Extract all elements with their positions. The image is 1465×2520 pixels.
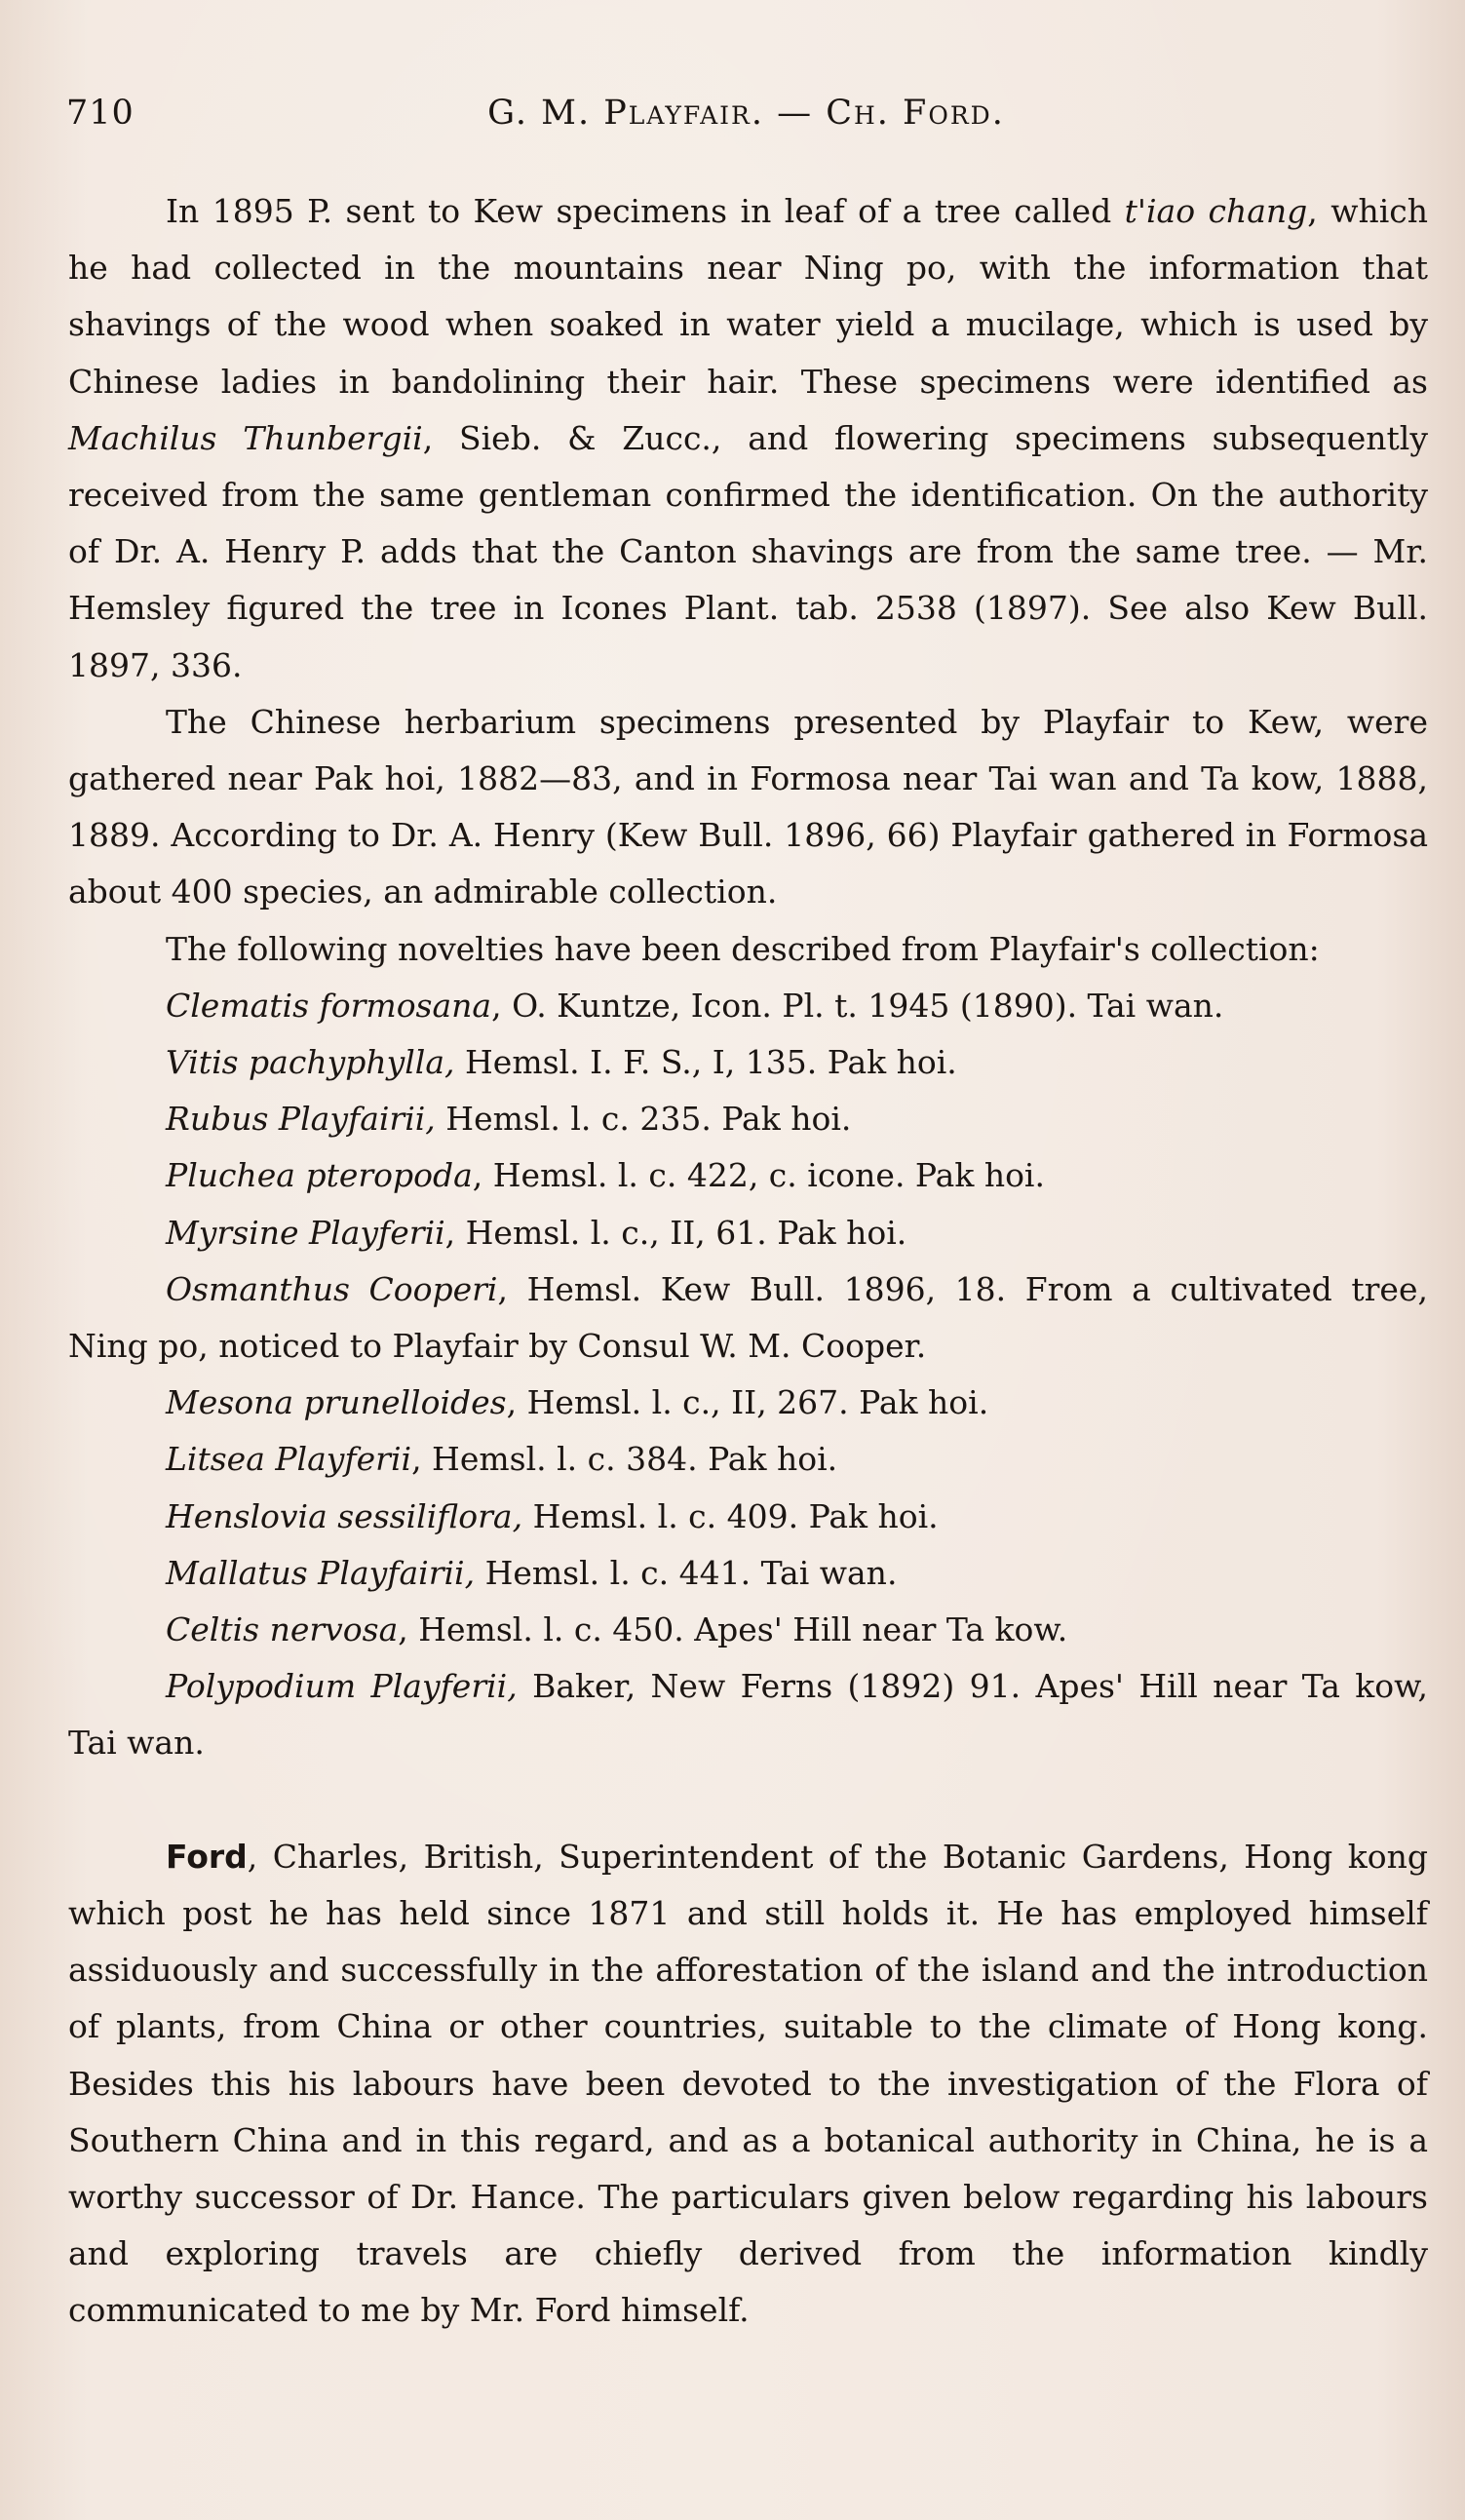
novelty-entry bbox=[68, 978, 1428, 1034]
paragraph-tiao-chang bbox=[68, 183, 1428, 694]
novelty-reference: Hemsl. l. c. 235. Pak hoi. bbox=[435, 1100, 852, 1139]
novelty-reference: , Hemsl. l. c. 450. Apes' Hill near Ta kow. bbox=[398, 1610, 1068, 1649]
novelty-species-name: Pluchea pteropoda bbox=[166, 1156, 473, 1195]
novelty-species-name: Celtis nervosa bbox=[166, 1610, 399, 1649]
novelty-species-name: Mesona prunelloides bbox=[166, 1383, 507, 1422]
novelty-entry bbox=[68, 1147, 1428, 1204]
novelty-entry bbox=[68, 1091, 1428, 1147]
species-machilus: Machilus Thunbergii bbox=[68, 418, 423, 457]
section-gap bbox=[68, 1772, 1428, 1829]
novelty-reference: Hemsl. l. c. 409. Pak hoi. bbox=[522, 1496, 939, 1535]
novelty-reference: , Hemsl. l. c. 422, c. icone. Pak hoi. bbox=[472, 1156, 1045, 1195]
paragraph-herbarium: The Chinese herbarium specimens presented by Playfair to Kew, were gathered near Pak hoi, 1882—83, and in Formosa near Tai wan and Ta kow, 1888, 1889. According to Dr. A. Henry (Kew Bull. 1896, 66) Playfair gathered in Formosa about 400 species, an admirable collection. bbox=[68, 702, 1428, 911]
novelty-species-name: Litsea Playferii bbox=[166, 1440, 412, 1479]
entry-name-ford: Ford bbox=[166, 1837, 248, 1876]
tiao-text-before: In 1895 P. sent to Kew specimens in leaf of a tree called bbox=[166, 192, 1125, 230]
page-header bbox=[66, 94, 1426, 144]
novelty-entry bbox=[68, 1205, 1428, 1261]
novelty-reference: , Hemsl. l. c., II, 267. Pak hoi. bbox=[506, 1383, 989, 1422]
novelty-species-name: Myrsine Playferii bbox=[166, 1213, 445, 1252]
novelty-entry bbox=[68, 1489, 1428, 1545]
novelty-entry bbox=[68, 1602, 1428, 1658]
chinese-tree-name: t'iao chang bbox=[1124, 192, 1308, 230]
novelty-species-name: Rubus Playfairii, bbox=[166, 1100, 436, 1139]
novelty-reference: , O. Kuntze, Icon. Pl. t. 1945 (1890). Tai wan. bbox=[491, 986, 1224, 1025]
novelty-entry bbox=[68, 1375, 1428, 1431]
novelty-species-name: Polypodium Playferii, bbox=[166, 1667, 518, 1706]
ford-biography: , Charles, British, Superintendent of the Botanic Gardens, Hong kong which post he has held since 1871 and still holds it. He has employed himself assiduously and successfully in the afforestation of the island and the introduction of plants, from China or other countries, suitable to the climate of Hong kong. Besides this his labours have been devoted to the investigation of the Flora of Southern China and in this regard, and as a botanical authority in China, he is a worthy successor of Dr. Hance. The particulars given below regarding his labours and exploring travels are chiefly derived from the information kindly communicated to me by Mr. Ford himself. bbox=[68, 1837, 1428, 2330]
novelty-entry bbox=[68, 1431, 1428, 1488]
running-head: G. M. Playfair. — Ch. Ford. bbox=[487, 94, 1005, 133]
novelty-reference: Hemsl. l. c. 441. Tai wan. bbox=[475, 1553, 898, 1592]
novelty-species-name: Osmanthus Cooperi bbox=[166, 1269, 498, 1308]
novelty-reference: , Hemsl. l. c. 384. Pak hoi. bbox=[411, 1440, 838, 1479]
novelty-species-name: Vitis pachyphylla, bbox=[166, 1043, 455, 1082]
novelties-intro: The following novelties have been described from Playfair's collection: bbox=[166, 929, 1320, 968]
novelty-reference: , Hemsl. l. c., II, 61. Pak hoi. bbox=[444, 1213, 907, 1252]
novelty-species-name: Henslovia sessiliflora, bbox=[166, 1496, 523, 1535]
tiao-text-after: , Sieb. & Zucc., and flowering specimens subsequently received from the same gentleman confirmed the identification. On the authority of Dr. A. Henry P. adds that the Canton shavings are from the same tree. — Mr. Hemsley figured the tree in Icones Plant. tab. 2538 (1897). See also Kew Bull. 1897, 336. bbox=[68, 418, 1429, 684]
novelty-reference: Hemsl. I. F. S., I, 135. Pak hoi. bbox=[454, 1043, 957, 1082]
novelty-entry bbox=[68, 1261, 1428, 1375]
novelty-reference: Baker, New Ferns (1892) 91. Apes' Hill near Ta kow, Tai wan. bbox=[68, 1667, 1428, 1763]
novelty-species-name: Mallatus Playfairii, bbox=[166, 1553, 476, 1592]
novelty-entry bbox=[68, 1034, 1428, 1091]
page-number: 710 bbox=[66, 94, 135, 133]
novelty-entry bbox=[68, 1545, 1428, 1602]
paragraph-ford bbox=[68, 1829, 1428, 2340]
novelty-species-name: Clematis formosana bbox=[166, 986, 492, 1025]
tiao-text-middle: , which he had collected in the mountains near Ning po, with the information that shavings of the wood when soaked in water yield a mucilage, which is used by Chinese ladies in bandolining their hair. These specimens were identified as bbox=[68, 192, 1429, 401]
novelty-entry bbox=[68, 1658, 1428, 1771]
body-text bbox=[68, 183, 1428, 2340]
novelty-reference: , Hemsl. Kew Bull. 1896, 18. From a cultivated tree, Ning po, noticed to Playfair by Consul W. M. Cooper. bbox=[68, 1269, 1428, 1366]
